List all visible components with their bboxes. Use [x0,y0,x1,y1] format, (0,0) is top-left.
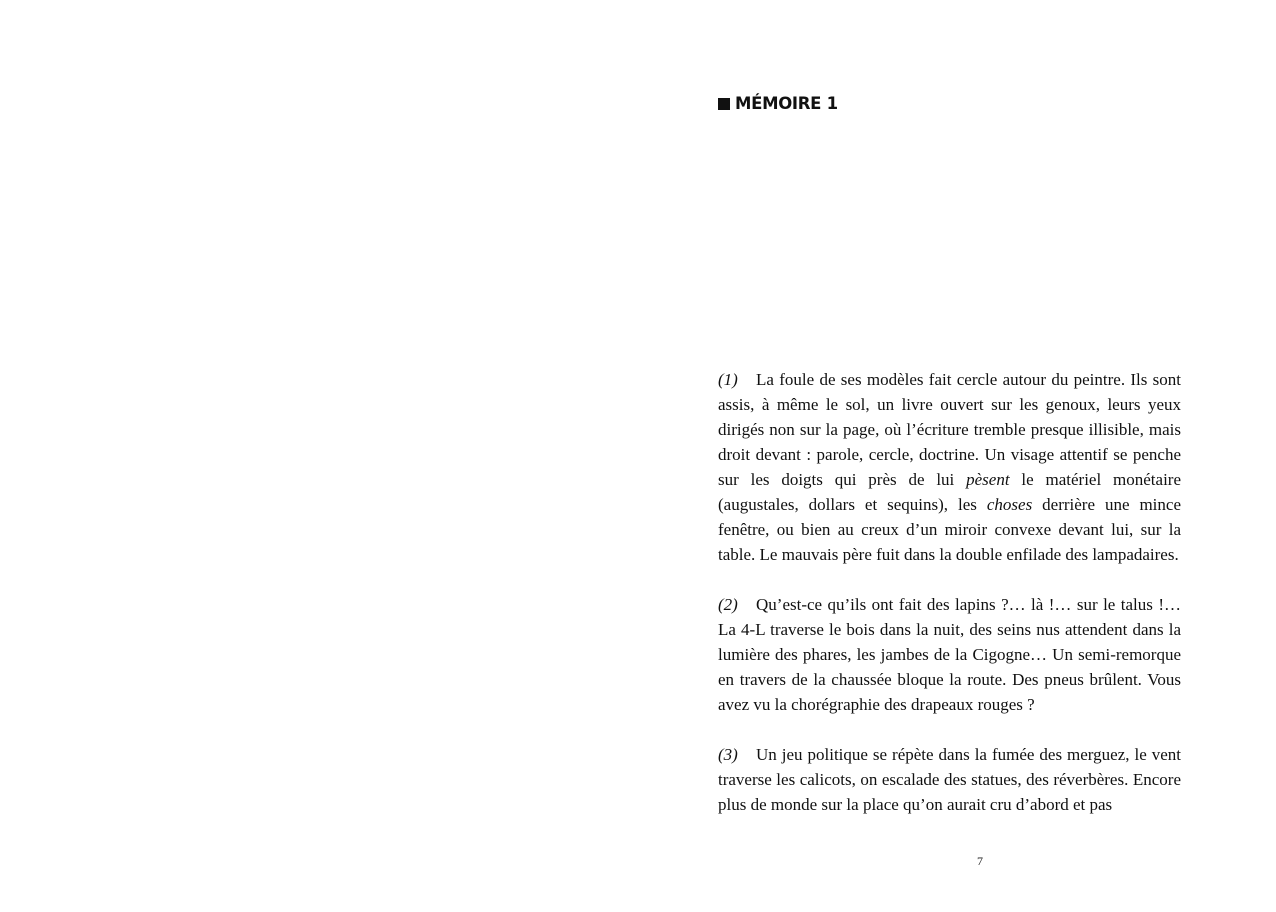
chapter-heading [718,94,838,113]
paragraph-number: (1) [718,370,738,389]
paragraph-1 [718,367,1181,567]
italic-word: pèsent [966,470,1010,489]
paragraph-text: le matériel monétaire (augustales, dollars et sequins), les [718,470,1181,514]
paragraph-number: (3) [718,745,738,764]
paragraph-number: (2) [718,595,738,614]
page-number-value: 7 [977,854,983,868]
text-column [718,367,1181,842]
page-number [638,854,1276,869]
paragraph-text: La foule de ses modèles fait cercle autour du peintre. Ils sont assis, à même le sol, un livre ouvert sur les genoux, leurs yeux dirigés non sur la page, où l’écriture tremble presque illisible, mais droit devant : parole, cercle, doctrine. Un visage attentif se penche sur les doigts qui près de lui [718,370,1181,489]
right-page [638,0,1276,912]
paragraph-text: Un jeu politique se répète dans la fumée des merguez, le vent traverse les calicots, on escalade des statues, des réverbères. Encore plus de monde sur la place qu’on aurait cru d’abord et pas [718,745,1181,814]
square-bullet-icon [718,98,730,110]
italic-word: choses [986,495,1033,514]
chapter-title: MÉMOIRE 1 [735,94,838,113]
paragraph-text: Qu’est-ce qu’ils ont fait des lapins ?… là !… sur le talus !… La 4-L traverse le bois dans la nuit, des seins nus attendent dans la lumière des phares, les jambes de la Cigogne… Un semi-remorque en travers de la chaussée bloque la route. Des pneus brûlent. Vous avez vu la chorégraphie des drapeaux rouges ? [718,595,1181,714]
paragraph-2 [718,592,1181,717]
paragraph-3 [718,742,1181,817]
paragraph-text: derrière une mince fenêtre, ou bien au creux d’un miroir convexe devant lui, sur la table. Le mauvais père fuit dans la double enfilade des lampadaires. [718,495,1181,564]
